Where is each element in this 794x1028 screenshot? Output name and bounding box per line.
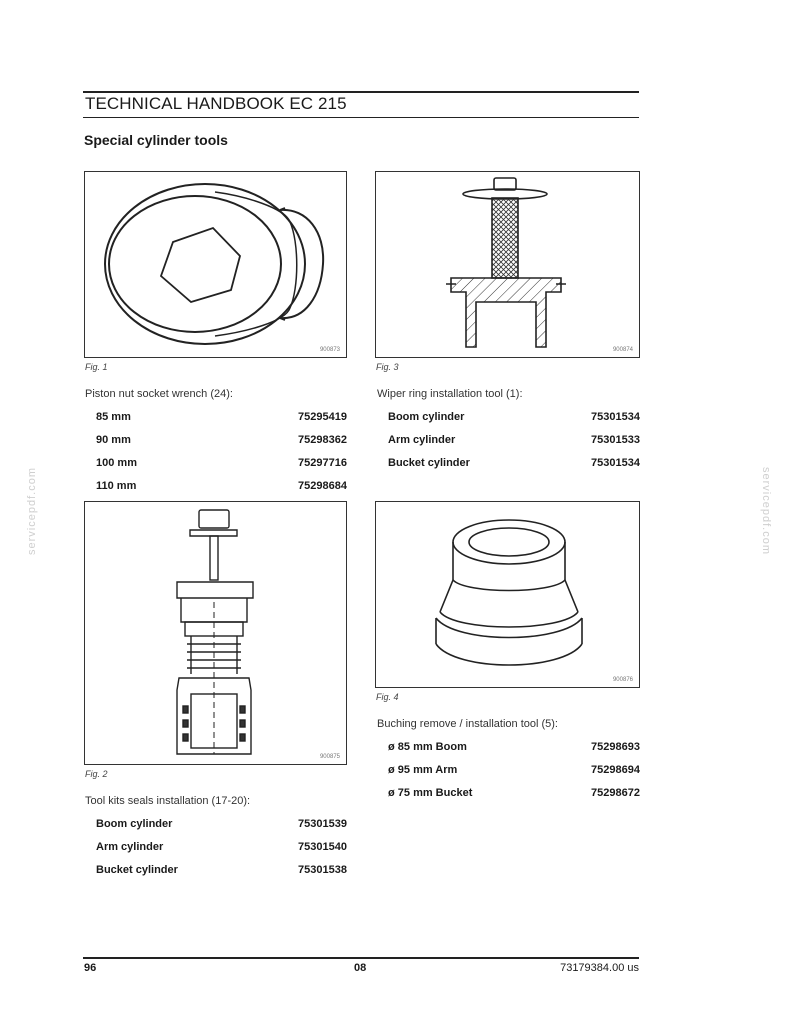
figure-4-code: 900876	[612, 677, 633, 683]
row-part: 75301534	[591, 457, 640, 469]
row-name: Boom cylinder	[96, 818, 173, 830]
figure-4-label: Fig. 4	[376, 692, 399, 702]
page-number: 96	[84, 962, 97, 974]
row-name: 85 mm	[96, 411, 131, 423]
row-part: 75298672	[591, 787, 640, 799]
wiper-tool-illustration	[376, 172, 641, 359]
document-number: 73179384.00 us	[560, 962, 639, 974]
wiper-caption: Wiper ring installation tool (1):	[377, 388, 523, 400]
row-name: Bucket cylinder	[96, 864, 178, 876]
row-name: ø 85 mm Boom	[388, 741, 467, 753]
row-part: 75301538	[298, 864, 347, 876]
row-name: 110 mm	[96, 480, 137, 492]
row-part: 75301534	[591, 411, 640, 423]
header-bottom-rule	[83, 117, 639, 118]
document-title: TECHNICAL HANDBOOK EC 215	[85, 94, 347, 113]
table-row	[96, 818, 347, 830]
figure-3-wiper-tool	[375, 171, 640, 358]
bushing-caption: Buching remove / installation tool (5):	[377, 718, 558, 730]
figure-2-code: 900875	[319, 754, 340, 760]
row-part: 75298684	[298, 480, 347, 492]
row-name: Bucket cylinder	[388, 457, 470, 469]
seals-caption: Tool kits seals installation (17-20):	[85, 795, 251, 807]
row-name: Boom cylinder	[388, 411, 465, 423]
row-name: Arm cylinder	[388, 434, 456, 446]
row-part: 75295419	[298, 411, 347, 423]
figure-2-seal-kit	[84, 501, 347, 765]
bushing-tool-illustration	[376, 502, 641, 689]
figure-1-socket-wrench	[84, 171, 347, 358]
row-part: 75298693	[591, 741, 640, 753]
header-top-rule	[83, 91, 639, 93]
figure-1-label: Fig. 1	[85, 362, 108, 372]
row-part: 75297716	[298, 457, 347, 469]
footer-rule	[83, 957, 639, 959]
watermark-right: servicepdf.com	[759, 467, 772, 555]
row-part: 75301539	[298, 818, 347, 830]
table-row	[388, 764, 640, 776]
table-row	[96, 457, 347, 469]
figure-2-label: Fig. 2	[85, 769, 108, 779]
row-part: 75301533	[591, 434, 640, 446]
figure-3-label: Fig. 3	[376, 362, 399, 372]
row-name: ø 95 mm Arm	[388, 764, 458, 776]
figure-3-code: 900874	[612, 347, 633, 353]
row-name: 90 mm	[96, 434, 131, 446]
table-row	[388, 434, 640, 446]
watermark-left: servicepdf.com	[25, 467, 38, 555]
piston-caption: Piston nut socket wrench (24):	[85, 388, 233, 400]
row-name: Arm cylinder	[96, 841, 164, 853]
row-name: 100 mm	[96, 457, 137, 469]
row-name: ø 75 mm Bucket	[388, 787, 473, 799]
figure-1-code: 900873	[319, 347, 340, 353]
table-row	[388, 457, 640, 469]
table-row	[96, 480, 347, 492]
row-part: 75298362	[298, 434, 347, 446]
table-row	[96, 841, 347, 853]
section-title: Special cylinder tools	[84, 132, 228, 148]
figure-4-bushing-tool	[375, 501, 640, 688]
row-part: 75298694	[591, 764, 640, 776]
footer-section: 08	[354, 962, 367, 974]
table-row	[388, 741, 640, 753]
table-row	[96, 864, 347, 876]
table-row	[96, 434, 347, 446]
seal-kit-illustration	[85, 502, 348, 766]
table-row	[388, 787, 640, 799]
table-row	[96, 411, 347, 423]
socket-wrench-illustration	[85, 172, 348, 359]
row-part: 75301540	[298, 841, 347, 853]
table-row	[388, 411, 640, 423]
